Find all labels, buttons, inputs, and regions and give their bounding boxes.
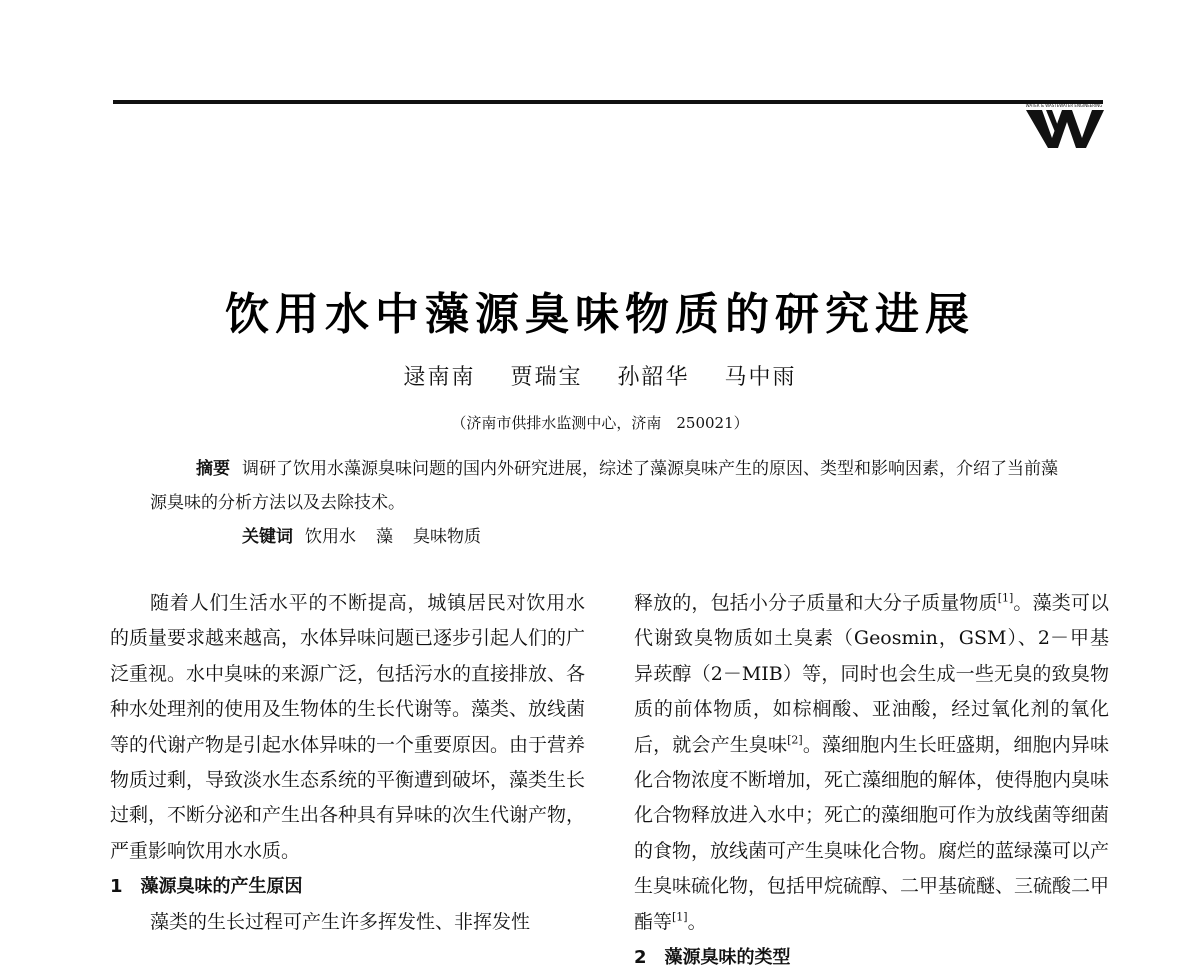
paragraph-text: 。藻细胞内生长旺盛期，细胞内异味化合物浓度不断增加，死亡藻细胞的解体，使得胞内臭味化合物释放进入水中；死亡的藻细胞可作为放线菌等细菌的食物，放线菌可产生臭味化合物。腐烂的蓝绿藻可以产生臭味硫化物，包括甲烷硫醇、二甲基硫醚、三硫酸二甲酯等 [634, 733, 1110, 933]
header-rule [113, 100, 1103, 104]
paragraph-text: 。藻类可以代谢致臭物质如土臭素（Geosmin，GSM）、2－甲基异莰醇（2－MIB）等，同时也会生成一些无臭的致臭物质的前体物质，如棕榈酸、亚油酸，经过氧化剂的氧化后，就会产生臭味 [634, 592, 1109, 756]
author-name: 马中雨 [724, 365, 797, 390]
section-number: 1 [110, 876, 123, 898]
citation-ref: [1] [997, 591, 1014, 605]
left-column [110, 586, 585, 940]
abstract-text: 调研了饮用水藻源臭味问题的国内外研究进展，综述了藻源臭味产生的原因、类型和影响因素，介绍了当前藻源臭味的分析方法以及去除技术。 [150, 459, 1058, 513]
logo-caption: WATER & WASTEWATER ENGINEERING [1025, 103, 1103, 108]
section-heading [634, 940, 1109, 975]
section-paragraph: 藻类的生长过程可产生许多挥发性、非挥发性 [150, 910, 531, 933]
abstract-block [150, 452, 1070, 554]
abstract-label: 摘要 [196, 459, 230, 479]
paragraph-text: 释放的，包括小分子质量和大分子质量物质 [634, 592, 998, 614]
abstract-paragraph [150, 452, 1070, 520]
keyword: 臭味物质 [413, 527, 481, 547]
article-title: 饮用水中藻源臭味物质的研究进展 [225, 289, 975, 340]
keywords-line [150, 520, 1070, 554]
author-affiliation: （济南市供排水监测中心，济南 250021） [451, 414, 749, 432]
author-name: 贾瑞宝 [510, 365, 583, 390]
author-name: 逯南南 [403, 365, 476, 390]
keyword: 藻 [376, 527, 393, 547]
section-title: 藻源臭味的产生原因 [140, 876, 303, 898]
citation-ref: [1] [672, 910, 688, 924]
author-list [0, 360, 1200, 391]
continued-paragraph [634, 586, 1109, 940]
section-heading [110, 869, 585, 904]
right-column [634, 586, 1109, 975]
keyword: 饮用水 [305, 527, 356, 547]
author-name: 孙韶华 [617, 365, 690, 390]
keywords-label: 关键词 [242, 527, 293, 547]
paragraph-text: 。 [687, 910, 707, 933]
intro-paragraph: 随着人们生活水平的不断提高，城镇居民对饮用水的质量要求越来越高，水体异味问题已逐步引起人们的广泛重视。水中臭味的来源广泛，包括污水的直接排放、各种水处理剂的使用及生物体的生长代谢等。藻类、放线菌等的代谢产物是引起水体异味的一个重要原因。由于营养物质过剩，导致淡水生态系统的平衡遭到破坏，藻类生长过剩，不断分泌和产生出各种具有异味的次生代谢产物，严重影响饮用水水质。 [110, 592, 586, 862]
section-title: 藻源臭味的类型 [664, 947, 791, 969]
citation-ref: [2] [787, 733, 803, 747]
section-number: 2 [634, 947, 647, 969]
